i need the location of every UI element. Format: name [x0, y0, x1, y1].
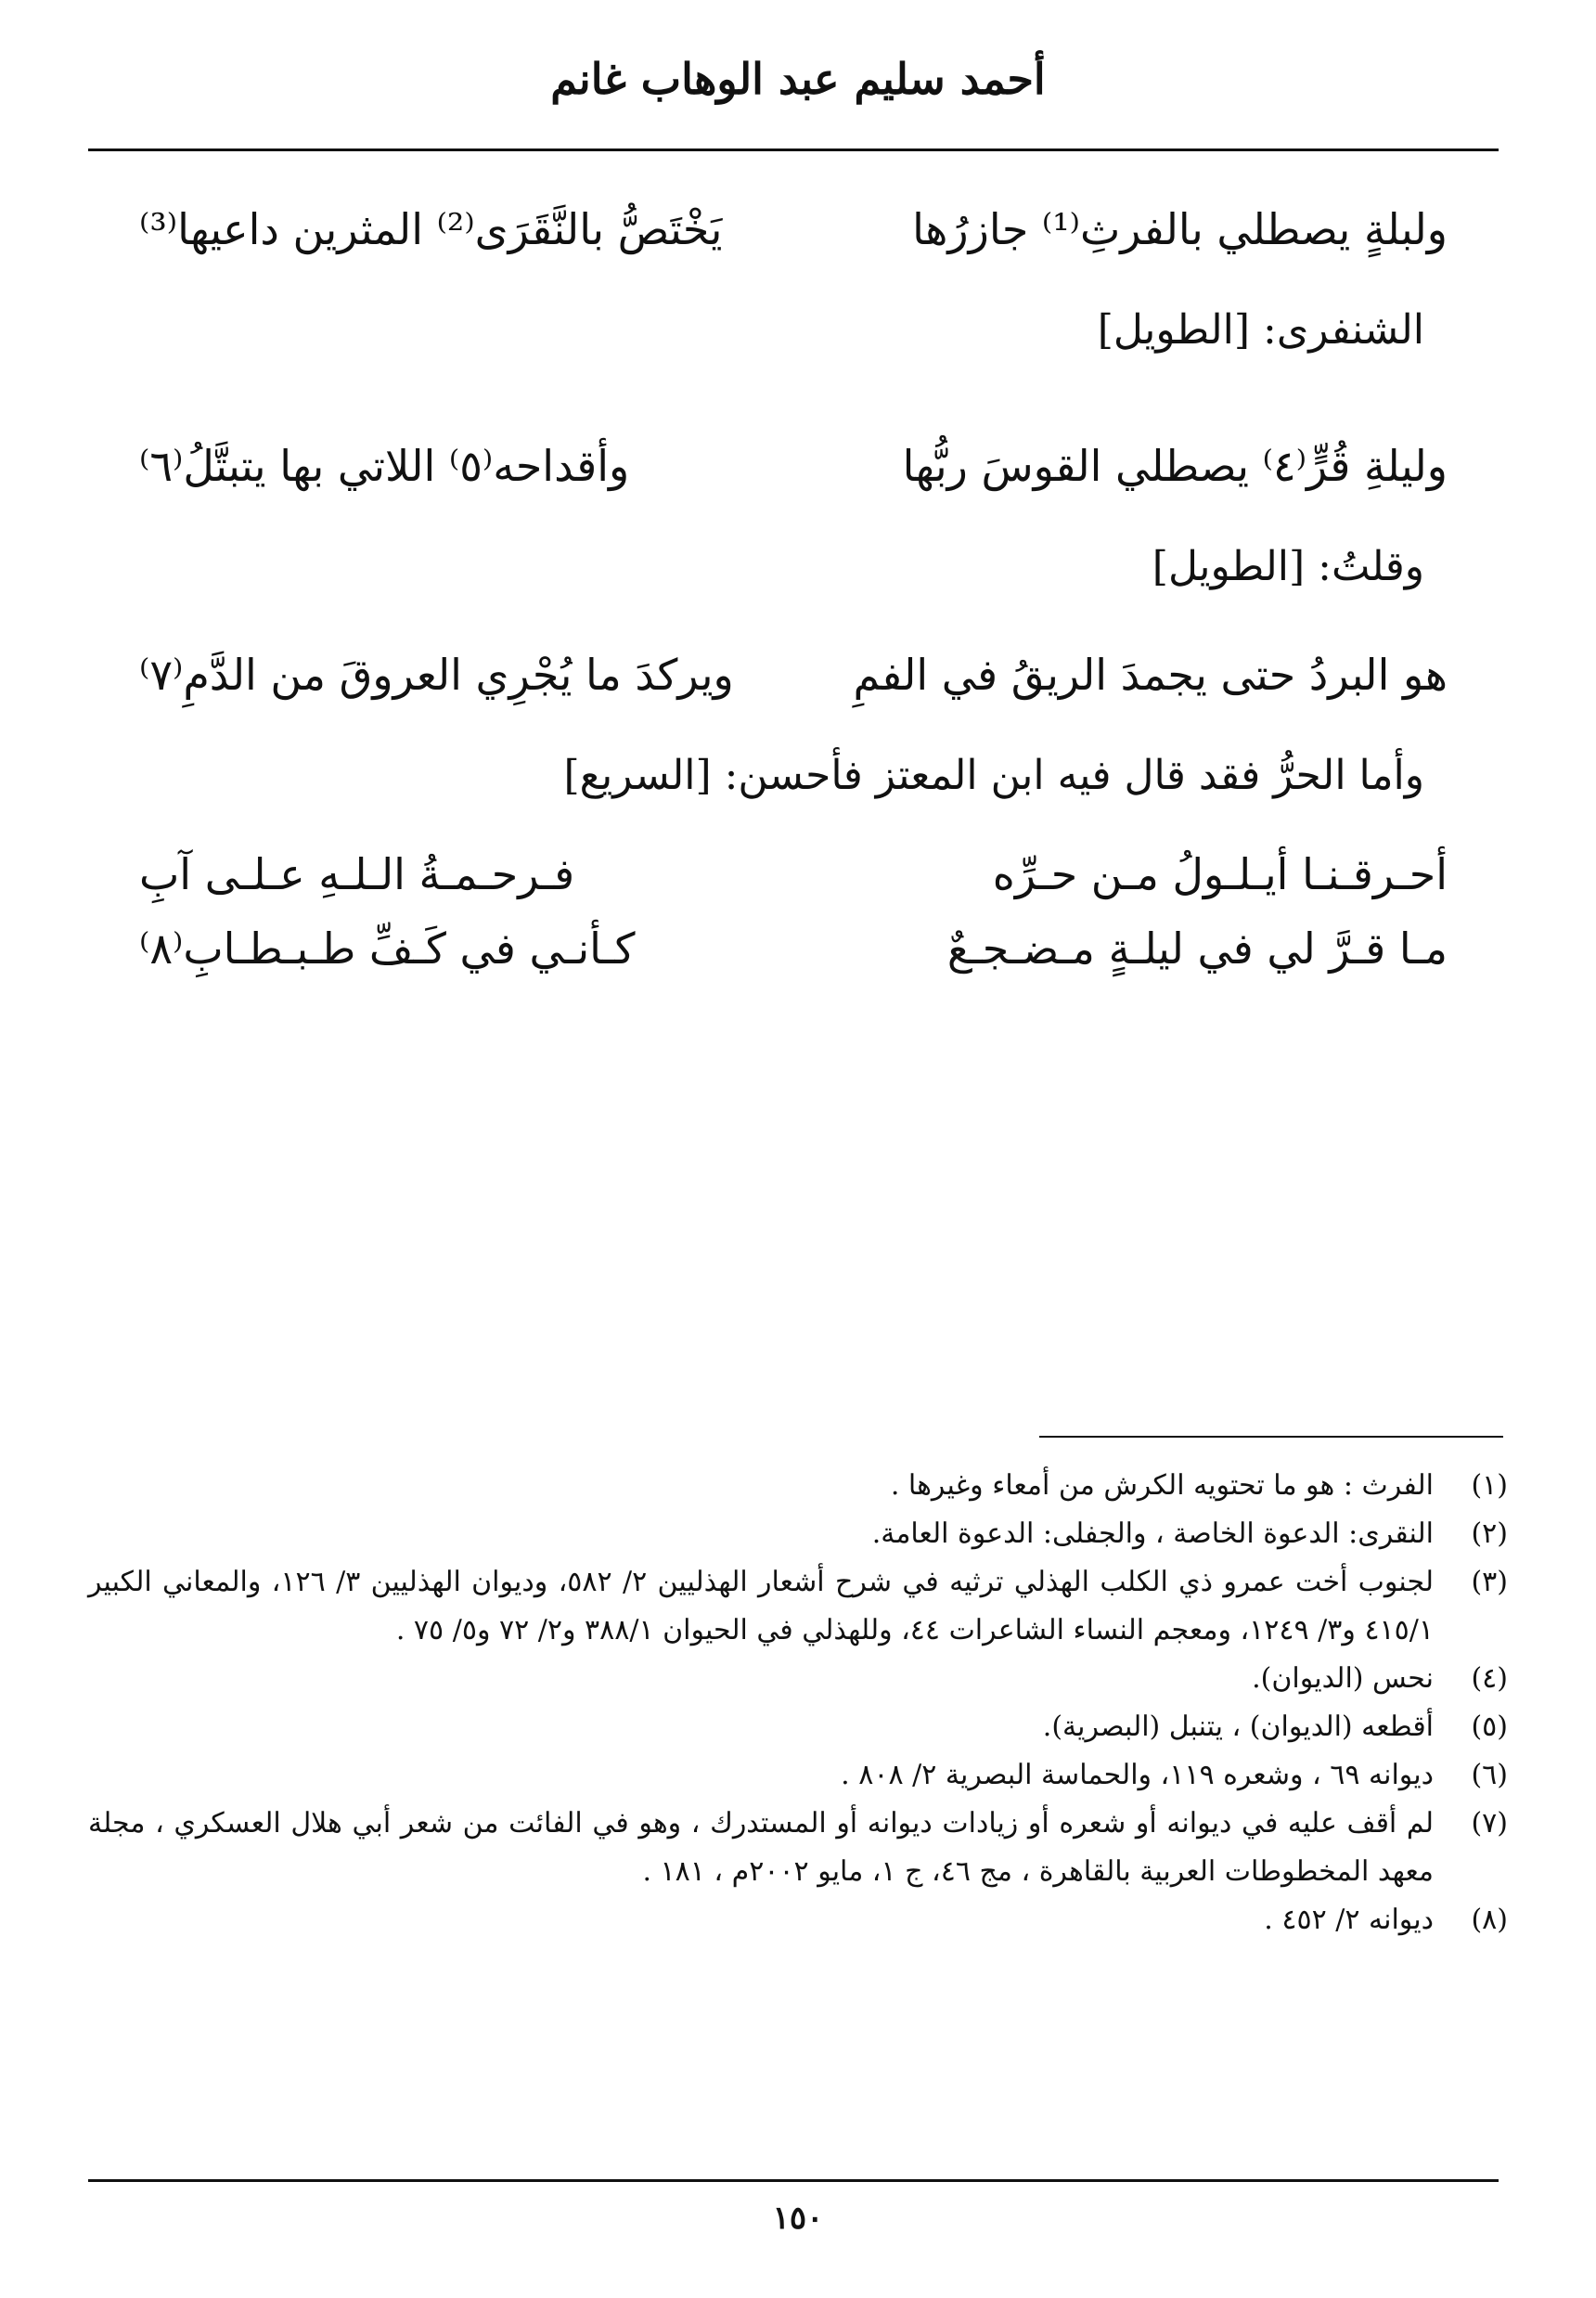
footnote-item [88, 1703, 1508, 1751]
verse-1-second-hemistich: يَخْتَصُّ بالنَّقَرَى⁽²⁾ المثرين داعيها⁽³⁾ [139, 204, 723, 254]
verse-2-second-hemistich: وأقداحه⁽٥⁾ اللاتي بها يتبتَّلُ⁽٦⁾ [139, 441, 630, 491]
footnote-number: (٤) [1471, 1662, 1508, 1695]
footnote-text: أقطعه (الديوان) ، يتنبل (البصرية). [1042, 1711, 1434, 1743]
page-number: ١٥٠ [772, 2200, 824, 2237]
footnote-item [88, 1800, 1508, 1896]
verse-2-first-hemistich: وليلةِ قُرٍّ⁽٤⁾ يصطلي القوسَ ربُّها [902, 441, 1448, 491]
verse-3-second-hemistich: ويركدَ ما يُجْرِي العروقَ من الدَّمِ⁽٧⁾ [139, 650, 734, 700]
verse-3 [139, 650, 1448, 700]
intro-ibn-al-mutazz: وأما الحرُّ فقد قال فيه ابن المعتز فأحسن: [السريع] [563, 752, 1424, 799]
verse-3-first-hemistich: هو البردُ حتى يجمدَ الريقُ في الفمِ [853, 650, 1448, 700]
footnote-number: (٢) [1471, 1517, 1508, 1550]
footnote-item [88, 1896, 1508, 1944]
intro-shanfara: الشنفرى: [الطويل] [1097, 306, 1424, 354]
verse-5-second-hemistich: كـأنـي في كَـفِّ طـبـطـابِ⁽٨⁾ [139, 923, 636, 974]
footer-rule [88, 2179, 1499, 2182]
verse-4-first-hemistich: أحـرقـنـا أيـلـولُ مـن حـرِّه [992, 849, 1448, 899]
running-header-author: أحمد سليم عبد الوهاب غانم [550, 54, 1046, 104]
footnote-item [88, 1655, 1508, 1703]
verse-4-second-hemistich: فـرحـمـةُ الـلـهِ عـلـى آبِ [139, 849, 575, 899]
footnote-number: (٦) [1471, 1759, 1508, 1791]
verse-1-first-hemistich: ولبلةٍ يصطلي بالفرثِ⁽¹⁾ جازرُها [912, 204, 1448, 254]
verse-1 [139, 204, 1448, 254]
footnote-item [88, 1558, 1508, 1655]
intro-author: وقلتُ: [الطويل] [1152, 543, 1424, 590]
footnote-item [88, 1510, 1508, 1558]
footnote-number: (٥) [1471, 1711, 1508, 1743]
footnote-text: لم أقف عليه في ديوانه أو شعره أو زيادات ديوانه أو المستدرك ، وهو في الفائت من شعر أبي هلال العسكري ، مجلة معهد المخطوطات العربية بالقاهرة ، مج ٤٦، ج ١، مايو ٢٠٠٢م ، ١٨١ . [88, 1807, 1434, 1888]
footnote-number: (٧) [1471, 1807, 1508, 1840]
verse-2 [139, 441, 1448, 491]
verse-5 [139, 923, 1448, 974]
footnote-text: ديوانه ٢/ ٤٥٢ . [1264, 1904, 1434, 1936]
verse-4 [139, 849, 1448, 899]
footnote-separator [1039, 1436, 1503, 1438]
footnote-text: النقرى: الدعوة الخاصة ، والجفلى: الدعوة العامة. [871, 1517, 1434, 1550]
footnote-text: الفرث : هو ما تحتويه الكرش من أمعاء وغيرها . [890, 1469, 1434, 1502]
footnote-text: لجنوب أخت عمرو ذي الكلب الهذلي ترثيه في شرح أشعار الهذليين ٢/ ٥٨٢، وديوان الهذليين ٣/ ١٢٦، والمعاني الكبير ٤١٥/١ و٣/ ١٢٤٩، ومعجم النساء الشاعرات ٤٤، وللهذلي في الحيوان ٣٨٨/١ و٢/ ٧٢ و٥/ ٧٥ . [88, 1566, 1434, 1646]
verse-5-first-hemistich: مـا قـرَّ لي في ليلـةٍ مـضـجـعٌ [946, 923, 1448, 974]
footnote-text: نحس (الديوان). [1252, 1662, 1434, 1695]
header-rule [88, 148, 1499, 151]
footnote-number: (١) [1471, 1469, 1508, 1502]
footnote-text: ديوانه ٦٩ ، وشعره ١١٩، والحماسة البصرية ٢/ ٨٠٨ . [841, 1759, 1434, 1791]
footnote-number: (٣) [1471, 1566, 1508, 1598]
footnote-number: (٨) [1471, 1904, 1508, 1936]
footnotes [88, 1462, 1508, 1944]
footnote-item [88, 1462, 1508, 1510]
footnote-item [88, 1751, 1508, 1800]
